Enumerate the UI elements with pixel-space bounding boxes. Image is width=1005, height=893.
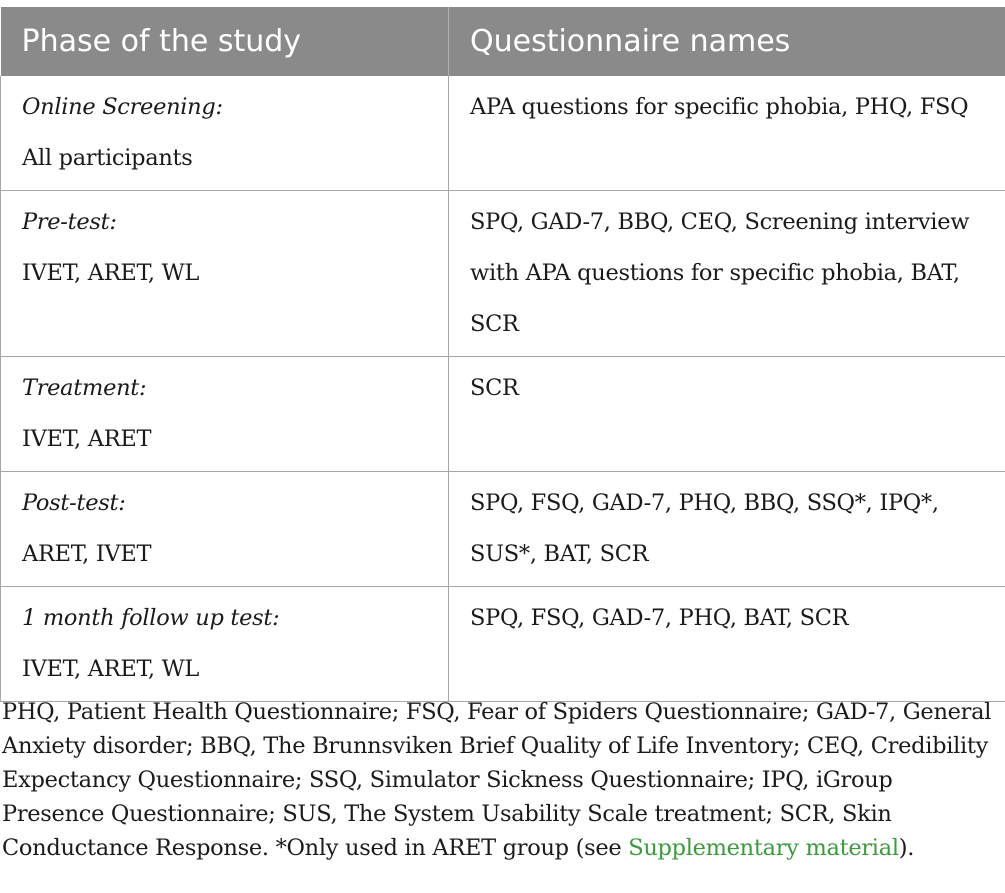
questionnaire-cell: APA questions for specific phobia, PHQ, FSQ [449,76,1005,191]
table-header-row [1,7,1005,76]
phase-groups: IVET, ARET, WL [22,260,200,286]
phase-name: 1 month follow up test: [22,605,280,631]
questionnaire-cell: SPQ, FSQ, GAD-7, PHQ, BBQ, SSQ*, IPQ*, SUS*, BAT, SCR [449,472,1005,587]
phase-groups: All participants [22,145,193,171]
table-row [1,472,1005,587]
table-row [1,587,1005,702]
phase-cell [1,472,449,587]
study-phases-table [0,7,1005,702]
table-footnote [2,695,992,865]
phase-cell [1,357,449,472]
table-row [1,191,1005,357]
phase-cell [1,587,449,702]
footnote-text: PHQ, Patient Health Questionnaire; FSQ, Fear of Spiders Questionnaire; GAD-7, General Anxiety disorder; BBQ, The Brunnsviken Brief Quality of Life Inventory; CEQ, Credibility Expectancy Questionnaire; SSQ, Simulator Sickness Questionnaire; IPQ, iGroup Presence Questionnaire; SUS, The System Usability Scale treatment; SCR, Skin Conductance Response. *Only used in ARET group (see [2,699,992,861]
phase-name: Treatment: [22,375,147,401]
questionnaire-cell: SPQ, GAD-7, BBQ, CEQ, Screening interview with APA questions for specific phobia, BAT, SCR [449,191,1005,357]
phase-groups: ARET, IVET [22,541,152,567]
questionnaire-cell: SCR [449,357,1005,472]
table-row [1,357,1005,472]
column-header-phase: Phase of the study [1,7,449,76]
phase-name: Post-test: [22,490,126,516]
questionnaire-cell: SPQ, FSQ, GAD-7, PHQ, BAT, SCR [449,587,1005,702]
phase-cell [1,76,449,191]
footnote-tail: ). [898,835,915,861]
phase-name: Pre-test: [22,209,117,235]
table-row [1,76,1005,191]
supplementary-material-link[interactable]: Supplementary material [628,835,899,861]
column-header-questionnaires: Questionnaire names [449,7,1005,76]
phase-cell [1,191,449,357]
phase-name: Online Screening: [22,94,223,120]
phase-groups: IVET, ARET, WL [22,656,200,682]
phase-groups: IVET, ARET [22,426,152,452]
